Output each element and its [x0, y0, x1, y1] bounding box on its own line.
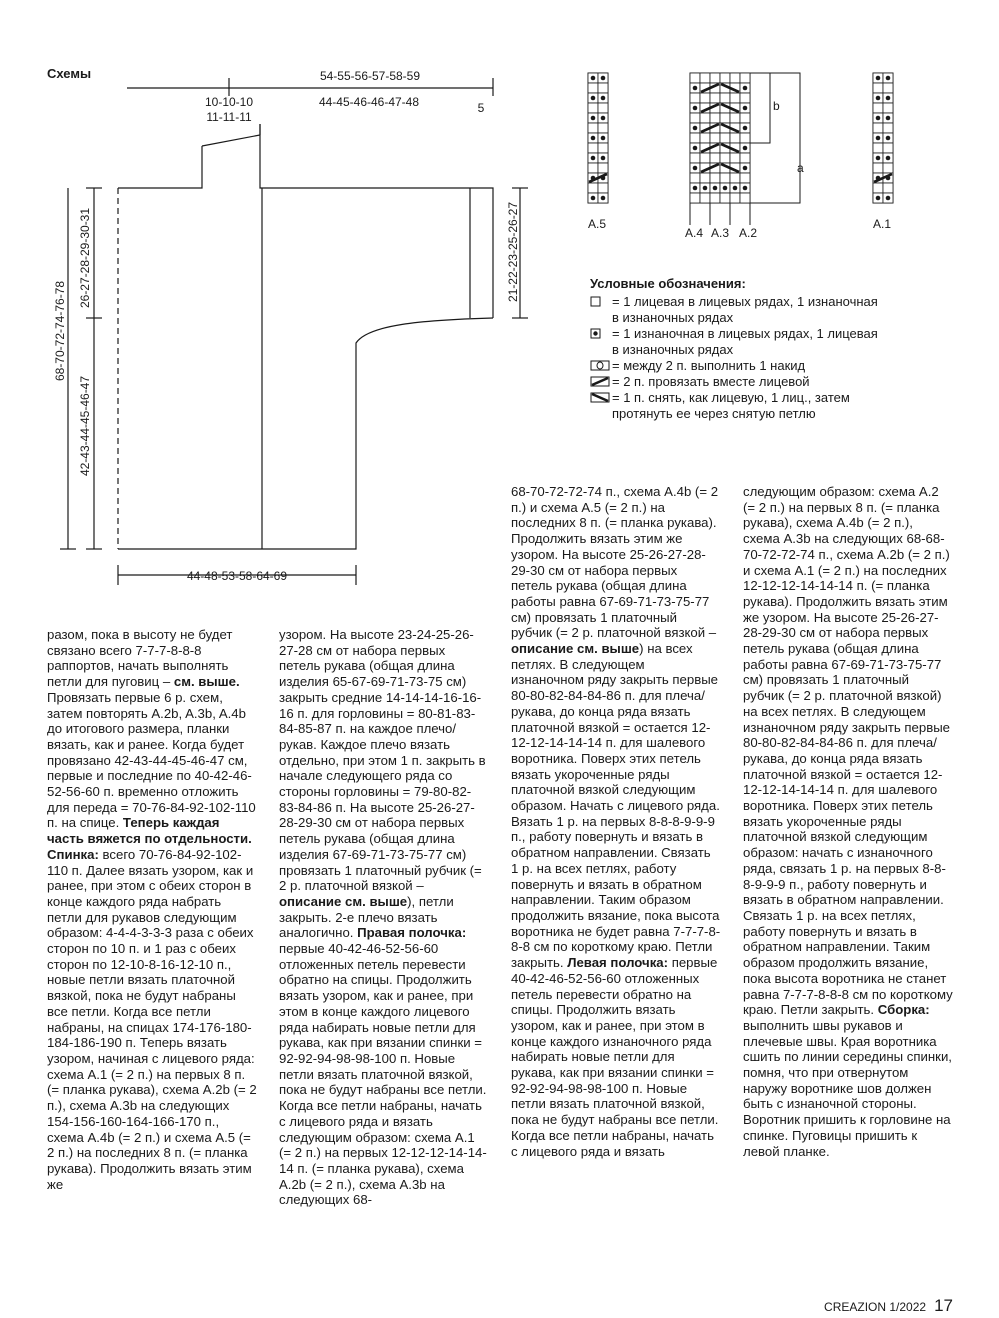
chart-cell: [740, 133, 750, 143]
page-footer: [824, 1296, 953, 1316]
chart-cell: [720, 193, 730, 203]
chart-cell: [710, 153, 720, 163]
chart-label-a1: A.1: [872, 217, 892, 231]
chart-cell: [873, 83, 883, 93]
legend: [590, 276, 920, 422]
text-segment: всего 70-76-84-92-102-110 п. Далее вязать узором, как и ранее, при этом с обеих сторон в конце каждого ряда набрать петли для рукавов следующим образом: 4-4-4-3-3-3 раза с обеих сторон по 10 п. и 1 раз с обеих сторон по 12-10-8-16-12-10 п., новые петли вязать платочной вязкой, пока не будут набраны все петли. Когда все петли набраны, на спицах 174-176-180-184-186-190 п. Теперь вязать узором, начиная с лицевого ряда: схема A.1 (= 2 п.) на первых 8 п. (= планка рукава), схема A.2b (= 2 п.), схема A.3b на следующих 154-156-160-164-166-170 п., схема A.4b (= 2 п.) и схема A.5 (= 2 п.) на последних 8 п. (= планка рукава). Продолжить вязать этим же: [47, 846, 257, 1192]
legend-title: Условные обозначения:: [590, 276, 746, 291]
chart-cell: [873, 123, 883, 133]
page-number: 17: [934, 1296, 953, 1315]
purl-dot: [601, 196, 606, 201]
column-paragraph: [47, 627, 257, 1192]
chart-cell: [710, 93, 720, 103]
purl-dot: [743, 126, 748, 131]
total-height-label: 68-70-72-74-76-78: [53, 280, 67, 382]
k2tog-icon: [590, 376, 612, 388]
chart-cell: [598, 103, 608, 113]
chart-cell: [598, 143, 608, 153]
text-column-3: [511, 484, 721, 1159]
purl-dot: [886, 116, 891, 121]
legend-item: [590, 326, 920, 358]
chart-a5: [588, 73, 608, 203]
purl-dot: [591, 196, 596, 201]
text-segment: первые 40-42-46-52-56-60 отложенных петель перевести обратно на спицы. Продолжить вязать узором, как и ранее, при этом в конце каждого лицевого ряда набирать новые петли для рукава, как при вязании спинки = 92-92-94-98-98-100 п. Новые петли вязать платочной вязкой, пока не будут набраны все петли. Когда все петли набраны, начать с лицевого ряда и вязать следующим образом: схема A.1 (= 2 п.) на первых 12-12-12-14-14-14 п. (= планка рукава), схема A.2b (= 2 п.), схема A.3b на следующих 68-: [279, 941, 487, 1208]
chart-cell: [883, 163, 893, 173]
chart-cell: [730, 73, 740, 83]
purl-dot: [886, 196, 891, 201]
purl-dot: [743, 146, 748, 151]
chart-cell: [740, 173, 750, 183]
chart-a1: [873, 73, 893, 203]
chart-label-a4: A.4: [684, 226, 704, 240]
chart-cell: [720, 173, 730, 183]
chart-cell: [730, 133, 740, 143]
chart-cell: [740, 153, 750, 163]
chart-cell: [730, 153, 740, 163]
chart-cell: [710, 113, 720, 123]
chart-cell: [740, 93, 750, 103]
purl-dot: [601, 96, 606, 101]
purl-dot: [713, 186, 718, 191]
purl-dot: [723, 186, 728, 191]
chart-cell: [710, 133, 720, 143]
legend-item-text: = между 2 п. выполнить 1 накид: [612, 358, 806, 373]
magazine-name: CREAZION 1/2022: [824, 1300, 927, 1314]
text-segment: Провязать первые 6 р. схем, затем повторять A.2b, A.3b, A.4b до итогового размера, планки вязать, как и ранее. Когда будет провязано 42-43-44-45-46-47 см, первые и последние по 40-42-46-52-56-60 п. временно отложить для переда = 70-76-84-92-102-110 п. на спице.: [47, 689, 256, 831]
chart-cell: [690, 173, 700, 183]
purl-dot: [886, 96, 891, 101]
column-paragraph: [279, 627, 489, 1208]
sleeve-height-label: 21-22-23-25-26-27: [506, 201, 520, 303]
text-column-4: [743, 484, 953, 1159]
bold-text-segment: Правая полочка:: [357, 925, 467, 941]
chart-cell: [883, 103, 893, 113]
purl-dot: [876, 156, 881, 161]
purl-dot: [693, 126, 698, 131]
shoulder-width-label: 44-45-46-46-47-48: [318, 95, 420, 109]
purl-dot: [601, 136, 606, 141]
purl-dot: [876, 96, 881, 101]
chart-cell: [730, 193, 740, 203]
top-width-label: 54-55-56-57-58-59: [319, 69, 421, 83]
bold-text-segment: описание см. выше: [511, 641, 640, 657]
chart-cell: [700, 193, 710, 203]
text-segment: разом, пока в высоту не будет связано всего 7-7-7-8-8-8 раппортов, начать выполнять петли для пуговиц –: [47, 627, 233, 690]
purl-dot: [601, 76, 606, 81]
chart-cell: [730, 113, 740, 123]
purl-dot: [876, 116, 881, 121]
legend-item: [590, 358, 920, 374]
chart-a4-a3-a2: [690, 73, 750, 203]
chart-cell: [598, 83, 608, 93]
chart-cell: [690, 93, 700, 103]
chart-cell: [700, 133, 710, 143]
neck-width-label-2: 11-11-11: [206, 110, 252, 124]
bold-text-segment: Сборка:: [877, 1002, 930, 1018]
text-segment: следующим образом: схема A.2 (= 2 п.) на первых 8 п. (= планка рукава), схема A.4b (= 2 п.), схема A.3b на следующих 68-68-70-72-72-74 п., схема A.2b (= 2 п.) и схема A.1 (= 2 п.) на последних 12-12-12-14-14-14 п. (= планка рукава). Продолжить вязать этим же узором. На высоте 25-26-27-28-29-30 см от набора первых петель рукава (общая длина работы равна 67-69-71-73-75-77 см) провязать 1 платочный рубчик (= 2 р. платочной вязкой) на всех петлях. В следующем изнаночном ряду закрыть первые 80-80-82-84-84-86 п. для плеча/рукава, до конца ряда вязать платочной вязкой = остается 12-12-12-14-14-14 п. для шалевого воротника. Поверх этих петель вязать укороченные ряды платочной вязкой следующим образом: начать с изнаночного ряда, связать 1 р. на первых 8-8-8-9-9-9 п., работу повернуть и вязать в обратном направлении. Связать 1 р. на всех петлях, работу повернуть и вязать в обратном направлении. Таким образом продолжить вязание, пока высота воротника не станет равна 7-7-7-8-8-8 см по короткому краю. Петли закрыть.: [743, 484, 953, 1018]
yarn-over-icon: [590, 360, 612, 372]
chart-cell: [700, 113, 710, 123]
chart-cell: [883, 123, 893, 133]
chart-cell: [720, 133, 730, 143]
bold-text-segment: см. выше.: [173, 674, 240, 690]
purl-dot: [693, 86, 698, 91]
purl-dot: [703, 186, 708, 191]
chart-cell: [730, 173, 740, 183]
chart-cell: [883, 183, 893, 193]
purl-dot: [601, 116, 606, 121]
schematic-labels: [53, 69, 520, 583]
chart-cell: [873, 103, 883, 113]
text-segment: 68-70-72-72-74 п., схема A.4b (= 2 п.) и схема A.5 (= 2 п.) на последних 8 п. (= планка рукава). Продолжить вязать этим же узором. На высоте 25-26-27-28-29-30 см от набора первых петель рукава (общая длина работы равна 67-69-71-73-75-77 см) провязать 1 платочный рубчик (= 2 р. платочной вязкой –: [511, 484, 719, 641]
text-column-2: [279, 627, 489, 1208]
legend-item-text: = 1 лицевая в лицевых рядах, 1 изнаночная в изнаночных рядах: [612, 294, 878, 325]
chart-cell: [588, 103, 598, 113]
bottom-width-label: 44-48-53-58-64-69: [186, 569, 288, 583]
upper-height-label: 26-27-28-29-30-31: [78, 207, 92, 309]
bold-text-segment: Левая полочка:: [567, 955, 669, 971]
chart-cell: [883, 143, 893, 153]
legend-item: [590, 390, 920, 422]
bold-text-segment: Спинка:: [47, 846, 99, 862]
purl-dot: [591, 116, 596, 121]
text-column-1: [47, 627, 257, 1192]
legend-item-text: = 1 изнаночная в лицевых рядах, 1 лицевая в изнаночных рядах: [612, 326, 878, 357]
chart-cell: [690, 153, 700, 163]
chart-cell: [690, 133, 700, 143]
chart-cell: [588, 163, 598, 173]
purl-dot: [886, 136, 891, 141]
purl-dot: [693, 106, 698, 111]
edge-label: 5: [477, 101, 485, 115]
schematic-lines: [60, 78, 528, 585]
purl-dot: [591, 76, 596, 81]
purl-dot: [693, 146, 698, 151]
chart-cell: [740, 73, 750, 83]
dot-square-icon: [590, 328, 612, 340]
neck-width-label-1: 10-10-10: [204, 95, 254, 109]
bracket-a-label: a: [797, 161, 804, 175]
purl-dot: [743, 166, 748, 171]
chart-cell: [883, 83, 893, 93]
text-segment: ) на всех петлях. В следующем изнаночном ряду закрыть первые 80-80-82-84-84-86 п. для плеча/рукава, до конца ряда вязать платочной вязкой = остается 12-12-12-14-14-14 п. для шалевого воротника. Поверх этих петель вязать укороченные ряды платочной вязкой следующим образом. Начать с лицевого ряда. Вязать 1 р. на первых 8-8-8-9-9-9 п., работу повернуть и вязать в обратном направлении. Связать 1 р. на всех петлях, работу повернуть и вязать в обратном направлении. Таким образом продолжить вязание, пока высота воротника не будет равна 7-7-7-8-8-8 см по короткому краю. Петли закрыть.: [511, 641, 721, 971]
chart-cell: [700, 93, 710, 103]
bold-text-segment: Теперь каждая часть вяжется по отдельности.: [47, 815, 252, 847]
purl-dot: [743, 186, 748, 191]
chart-label-a5: A.5: [587, 217, 607, 231]
purl-dot: [743, 106, 748, 111]
legend-item-text: = 2 п. провязать вместе лицевой: [612, 374, 810, 389]
chart-cell: [710, 173, 720, 183]
legend-item: [590, 374, 920, 390]
chart-cell: [873, 183, 883, 193]
chart-cell: [700, 73, 710, 83]
chart-cell: [740, 193, 750, 203]
bold-text-segment: описание см. выше: [279, 893, 408, 909]
section-title: Схемы: [47, 66, 92, 81]
chart-cell: [710, 193, 720, 203]
chart-cell: [720, 153, 730, 163]
chart-cell: [588, 143, 598, 153]
chart-cell: [690, 73, 700, 83]
purl-dot: [876, 196, 881, 201]
chart-label-a3: A.3: [710, 226, 730, 240]
text-segment: первые 40-42-46-52-56-60 отложенных петель перевести обратно на спицы. Продолжить вязать узором, как и ранее, при этом в конце каждого изнаночного ряда набирать новые петли для рукава, как при вязании спинки = 92-92-94-98-98-100 п. Новые петли вязать платочной вязкой, пока не будут набраны все петли. Когда все петли набраны, начать с лицевого ряда и вязать: [511, 955, 719, 1159]
lower-height-label: 42-43-44-45-46-47: [78, 375, 92, 477]
purl-dot: [693, 186, 698, 191]
text-segment: узором. На высоте 23-24-25-26-27-28 см от набора первых петель рукава (общая длина изделия 65-67-69-71-73-75 см) закрыть средние 14-14-14-16-16-16 п. для горловины = 80-81-83-84-85-87 п. на каждое плечо/рукав. Каждое плечо вязать отдельно, при этом 1 п. закрыть в начале следующего ряда со стороны горловины = 79-80-82-83-84-86 п. На высоте 25-26-27-28-29-30 см от набора первых петель рукава (общая длина изделия 67-69-71-73-75-77 см) провязать 1 платочный рубчик (= 2 р. платочной вязкой –: [279, 627, 486, 894]
chart-cell: [720, 73, 730, 83]
purl-dot: [886, 76, 891, 81]
purl-dot: [591, 96, 596, 101]
chart-cell: [720, 113, 730, 123]
chart-cell: [720, 93, 730, 103]
column-paragraph: [743, 484, 953, 1159]
chart-cell: [700, 173, 710, 183]
bracket-b-label: b: [773, 99, 780, 113]
purl-dot: [591, 156, 596, 161]
column-paragraph: [511, 484, 721, 1159]
chart-cell: [588, 183, 598, 193]
chart-cell: [690, 113, 700, 123]
empty-square-icon: [590, 296, 612, 308]
chart-label-a2: A.2: [738, 226, 758, 240]
purl-dot: [743, 86, 748, 91]
chart-cell: [700, 153, 710, 163]
legend-item: [590, 294, 920, 326]
purl-dot: [601, 156, 606, 161]
purl-dot: [733, 186, 738, 191]
chart-cell: [710, 73, 720, 83]
chart-cell: [690, 193, 700, 203]
skpo-icon: [590, 392, 612, 404]
chart-cell: [740, 113, 750, 123]
chart-cell: [598, 183, 608, 193]
purl-dot: [591, 136, 596, 141]
chart-cell: [588, 83, 598, 93]
text-segment: выполнить швы рукавов и плечевые швы. Края воротника сшить по линии середины спинки, помня, что при отвернутом наружу воротнике шов должен быть с изнаночной стороны. Воротник пришить к горловине на спинке. Пуговицы пришить к левой планке.: [743, 1017, 952, 1159]
chart-cell: [598, 123, 608, 133]
purl-dot: [876, 136, 881, 141]
chart-cell: [873, 143, 883, 153]
chart-cell: [598, 163, 608, 173]
purl-dot: [886, 156, 891, 161]
chart-cell: [730, 93, 740, 103]
legend-item-text: = 1 п. снять, как лицевую, 1 лиц., затем протянуть ее через снятую петлю: [612, 390, 850, 421]
purl-dot: [876, 76, 881, 81]
text-segment: ), петли закрыть. 2-е плечо вязать аналогично.: [279, 893, 454, 941]
chart-cell: [588, 123, 598, 133]
purl-dot: [693, 166, 698, 171]
chart-cell: [873, 163, 883, 173]
